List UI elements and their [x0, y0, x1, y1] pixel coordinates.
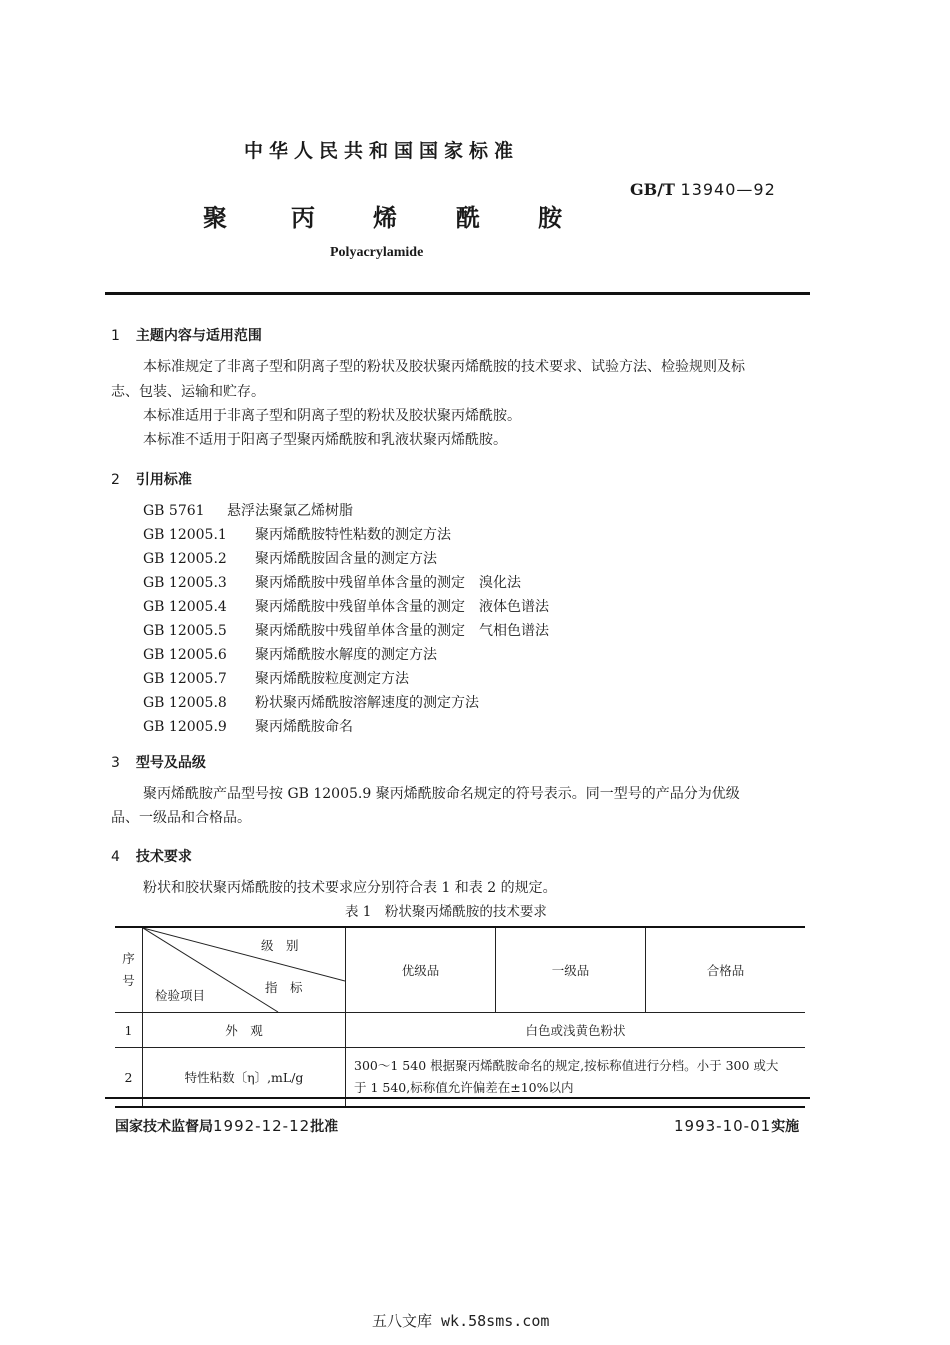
reference-item: GB 12005.8 粉状聚丙烯酰胺溶解速度的测定方法	[143, 695, 479, 711]
standard-code	[630, 180, 776, 199]
section-4-heading: 4 技术要求	[111, 849, 192, 865]
document-title	[203, 198, 568, 233]
code-number: 13940—92	[680, 180, 776, 199]
document-subtitle: Polyacrylamide	[330, 245, 424, 260]
reference-item: GB 12005.1 聚丙烯酰胺特性粘数的测定方法	[143, 527, 451, 543]
diagonal-header-cell	[143, 927, 346, 1013]
header-divider	[105, 292, 810, 295]
title-char: 丙	[291, 204, 315, 232]
grade-header: 合格品	[646, 927, 806, 1013]
section-1-heading: 1 主题内容与适用范围	[111, 328, 262, 344]
paragraph: 品、一级品和合格品。	[111, 810, 251, 826]
reference-item: GB 12005.6 聚丙烯酰胺水解度的测定方法	[143, 647, 437, 663]
table-caption: 表 1 粉状聚丙烯酰胺的技术要求	[345, 904, 547, 920]
reference-item: GB 12005.7 聚丙烯酰胺粒度测定方法	[143, 671, 409, 687]
standard-name: 中华人民共和国国家标准	[244, 140, 520, 162]
reference-item: GB 12005.5 聚丙烯酰胺中残留单体含量的测定 气相色谱法	[143, 623, 549, 639]
section-2-heading: 2 引用标准	[111, 472, 192, 488]
implementation-info: 1993-10-01实施	[674, 1117, 800, 1135]
paragraph: 本标准适用于非离子型和阴离子型的粉状及胶状聚丙烯酰胺。	[143, 408, 521, 424]
title-char: 酰	[456, 204, 480, 232]
row-seq: 1	[115, 1013, 143, 1048]
paragraph: 粉状和胶状聚丙烯酰胺的技术要求应分别符合表 1 和表 2 的规定。	[143, 880, 557, 896]
reference-item: GB 12005.3 聚丙烯酰胺中残留单体含量的测定 溴化法	[143, 575, 521, 591]
table-header-row	[115, 927, 805, 1013]
row-seq: 2	[115, 1048, 143, 1108]
grade-header: 优级品	[346, 927, 496, 1013]
section-3-heading: 3 型号及品级	[111, 755, 206, 771]
reference-item: GB 12005.9 聚丙烯酰胺命名	[143, 719, 353, 735]
paragraph: 本标准不适用于阳离子型聚丙烯酰胺和乳液状聚丙烯酰胺。	[143, 432, 507, 448]
grade-label: 级 别	[261, 938, 299, 953]
footer-divider	[105, 1097, 810, 1099]
grade-header: 一级品	[496, 927, 646, 1013]
row-value: 300～1 540 根据聚丙烯酰胺命名的规定,按标称值进行分档。小于 300 或大 于 1 540,标称值允许偏差在±10%以内	[346, 1048, 806, 1108]
reference-item: GB 12005.2 聚丙烯酰胺固含量的测定方法	[143, 551, 437, 567]
indicator-label: 指 标	[265, 980, 303, 995]
title-char: 聚	[203, 204, 227, 232]
reference-item: GB 12005.4 聚丙烯酰胺中残留单体含量的测定 液体色谱法	[143, 599, 549, 615]
code-prefix: GB/T	[630, 180, 675, 199]
seq-header: 序号	[115, 927, 143, 1013]
table-row	[115, 1013, 805, 1048]
row-item: 外 观	[143, 1013, 346, 1048]
paragraph: 本标准规定了非离子型和阴离子型的粉状及胶状聚丙烯酰胺的技术要求、试验方法、检验规则及标	[143, 359, 745, 375]
watermark: 五八文库 wk.58sms.com	[372, 1312, 550, 1330]
requirements-table	[115, 926, 805, 1108]
row-value: 白色或浅黄色粉状	[346, 1013, 806, 1048]
row-item: 特性粘数〔η〕,mL/g	[143, 1048, 346, 1108]
paragraph: 志、包装、运输和贮存。	[111, 384, 265, 400]
test-item-label: 检验项目	[155, 988, 206, 1003]
paragraph: 聚丙烯酰胺产品型号按 GB 12005.9 聚丙烯酰胺命名规定的符号表示。同一型号的产品分为优级	[143, 786, 740, 802]
reference-item: GB 5761 悬浮法聚氯乙烯树脂	[143, 503, 353, 519]
title-char: 烯	[373, 204, 397, 232]
approval-info: 国家技术监督局1992-12-12批准	[115, 1117, 339, 1135]
title-char: 胺	[538, 204, 562, 232]
